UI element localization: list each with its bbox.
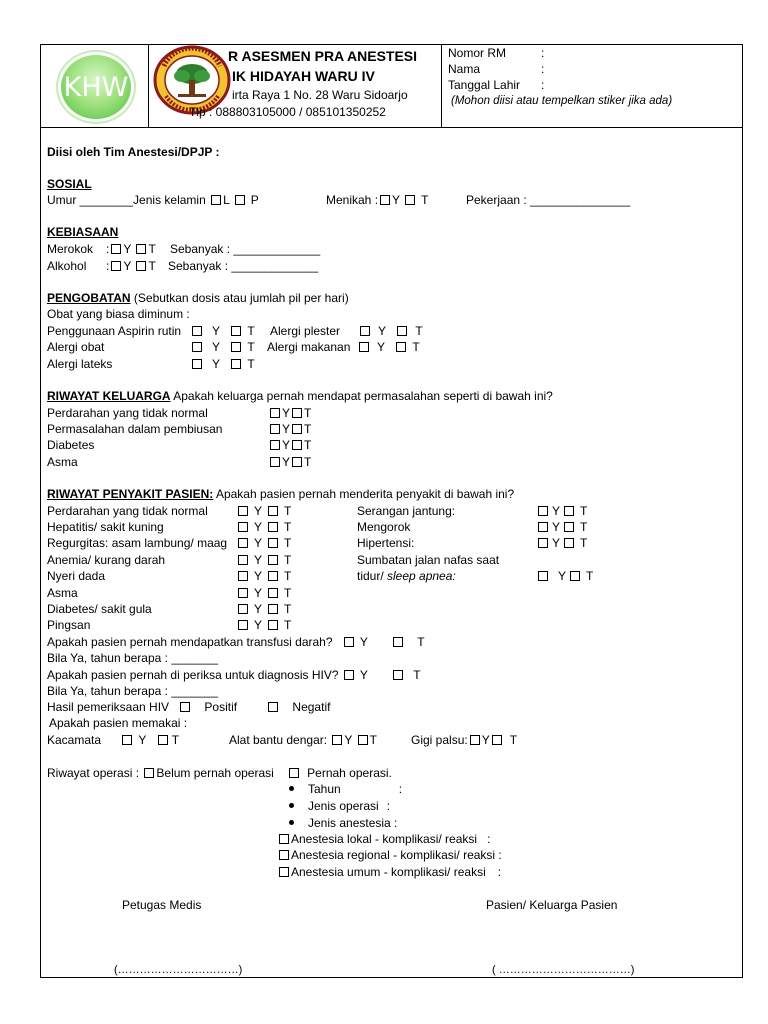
keluarga-2-t-label: T: [304, 438, 312, 452]
hiv-y-label: Y: [359, 668, 368, 682]
keluarga-1-y-label: Y: [282, 422, 291, 436]
keluarga-item-2: Diabetes: [47, 438, 95, 452]
transfusi-y-label: Y: [359, 635, 368, 649]
petugas-signature-line[interactable]: (……………………………): [114, 964, 243, 976]
alergi-obat-t-label: T: [247, 340, 255, 354]
penyakit-left-7: Pingsan: [47, 618, 91, 632]
alat-bantu-y-checkbox[interactable]: [332, 735, 342, 745]
pl6-t-checkbox[interactable]: [268, 604, 278, 614]
anestesia-regional-checkbox[interactable]: [279, 850, 289, 860]
laki-label: L: [223, 193, 230, 207]
hiv-y-checkbox[interactable]: [344, 670, 354, 680]
gigi-palsu-y-checkbox[interactable]: [470, 735, 480, 745]
pr3-y-checkbox[interactable]: [538, 571, 548, 581]
keluarga-0-t-label: T: [304, 406, 312, 420]
kacamata-label: Kacamata: [47, 733, 102, 747]
pr1-t-label: T: [580, 520, 588, 534]
keluarga-item-1: Permasalahan dalam pembiusan: [47, 422, 223, 436]
penyakit-right-3: Sumbatan jalan nafas saat: [357, 553, 500, 567]
merokok-y-checkbox[interactable]: [111, 244, 121, 254]
hiv-t-label: T: [413, 668, 421, 682]
pr2-y-checkbox[interactable]: [538, 538, 548, 548]
pl1-y-label: Y: [254, 520, 263, 534]
hiv-row: [47, 668, 421, 682]
alergi-obat-options: [190, 340, 255, 354]
alkohol-y-label: Y: [123, 259, 132, 273]
alkohol-t-label: T: [148, 259, 156, 273]
anestesia-lokal-item: Anestesia lokal - komplikasi/ reaksi :: [277, 832, 490, 846]
hiv-tahun-field[interactable]: Bila Ya, tahun berapa : _______: [47, 684, 219, 698]
penyakit-left-options-2: [236, 536, 291, 550]
penyakit-left-options-7: [236, 618, 291, 632]
pr3-t-checkbox[interactable]: [570, 571, 580, 581]
penyakit-left-5: Asma: [47, 586, 78, 600]
pl3-t-label: T: [284, 553, 292, 567]
alat-bantu-label: Alat bantu dengar:: [229, 733, 328, 747]
penyakit-left-3: Anemia/ kurang darah: [47, 553, 166, 567]
nomor-rm-label: Nomor RM: [448, 46, 507, 60]
penyakit-left-options-1: [236, 520, 291, 534]
keluarga-3-t-label: T: [304, 455, 312, 469]
penyakit-left-options-3: [236, 553, 291, 567]
penyakit-left-options-6: [236, 602, 291, 616]
riwayat-operasi-label: Riwayat operasi :: [47, 766, 140, 780]
alergi-obat-y-label: Y: [212, 340, 221, 354]
penyakit-right-options-2: [536, 536, 587, 550]
menikah-row: [326, 193, 429, 207]
penyakit-left-1: Hepatitis/ sakit kuning: [47, 520, 164, 534]
gigi-palsu-t-checkbox[interactable]: [492, 735, 502, 745]
riwayat-penyakit-question: Apakah pasien pernah menderita penyakit di bawah ini?: [215, 487, 515, 501]
jenis-operasi-label: Jenis operasi: [308, 799, 379, 813]
pl1-t-checkbox[interactable]: [268, 522, 278, 532]
transfusi-question: Apakah pasien pernah mendapatkan transfusi darah?: [47, 635, 333, 649]
header-title-line2: IK HIDAYAH WARU IV: [232, 68, 375, 84]
merokok-options: [106, 242, 156, 256]
kebiasaan-heading: KEBIASAAN: [47, 225, 119, 239]
alergi-obat-t-checkbox[interactable]: [231, 342, 241, 352]
merokok-t-checkbox[interactable]: [136, 244, 146, 254]
pr2-y-label: Y: [552, 536, 561, 550]
pr0-y-label: Y: [552, 504, 561, 518]
keluarga-3-y-label: Y: [282, 455, 291, 469]
keluarga-1-t-label: T: [304, 422, 312, 436]
keluarga-2-y-label: Y: [282, 438, 291, 452]
hasil-hiv-label: Hasil pemeriksaan HIV: [47, 700, 170, 714]
patient-info-note: (Mohon diisi atau tempelkan stiker jika ada): [451, 95, 673, 107]
khw-logo: [58, 52, 134, 122]
keluarga-options-0: [268, 406, 311, 420]
keluarga-0-y-checkbox[interactable]: [270, 408, 280, 418]
penyakit-right-1: Mengorok: [357, 520, 411, 534]
alkohol-label: Alkohol: [47, 259, 87, 273]
anestesia-lokal-label: Anestesia lokal - komplikasi/ reaksi: [291, 832, 478, 846]
sosial-row: [47, 193, 259, 207]
tahun-item: Tahun :: [289, 782, 402, 796]
obat-label: Obat yang biasa diminum :: [47, 307, 190, 321]
merokok-t-label: T: [148, 242, 156, 256]
pernah-operasi-label: Pernah operasi.: [307, 766, 392, 780]
pr0-t-checkbox[interactable]: [564, 506, 574, 516]
alergi-makanan-y-checkbox[interactable]: [359, 342, 369, 352]
pl3-y-checkbox[interactable]: [238, 555, 248, 565]
riwayat-keluarga-question: Apakah keluarga pernah mendapat permasalahan seperti di bawah ini?: [173, 389, 553, 403]
pl7-t-checkbox[interactable]: [268, 620, 278, 630]
belum-operasi-label: Belum pernah operasi: [156, 766, 274, 780]
keluarga-item-3: Asma: [47, 455, 78, 469]
gigi-palsu-label: Gigi palsu:: [411, 733, 468, 747]
penyakit-left-0: Perdarahan yang tidak normal: [47, 504, 208, 518]
pl3-t-checkbox[interactable]: [268, 555, 278, 565]
bullet-icon: [289, 820, 294, 825]
alkohol-options: [106, 259, 156, 273]
transfusi-t-label: T: [417, 635, 425, 649]
laki-checkbox[interactable]: [211, 195, 221, 205]
anestesia-regional-label: Anestesia regional - komplikasi/ reaksi :: [291, 848, 502, 862]
pr0-t-label: T: [580, 504, 588, 518]
nama-label: Nama: [448, 62, 481, 76]
alkohol-sebanyak-field[interactable]: Sebanyak : _____________: [168, 259, 319, 273]
alergi-plester-options: [358, 324, 423, 338]
header-info-divider: [441, 44, 442, 128]
riwayat-keluarga-heading-row: [47, 389, 553, 403]
pl6-y-checkbox[interactable]: [238, 604, 248, 614]
jenis-anestesia-item: [289, 816, 397, 830]
gigi-palsu-t-label: T: [509, 733, 518, 747]
pl7-y-checkbox[interactable]: [238, 620, 248, 630]
pl4-y-checkbox[interactable]: [238, 571, 248, 581]
aspirin-y-checkbox[interactable]: [192, 326, 202, 336]
keluarga-3-t-checkbox[interactable]: [292, 457, 302, 467]
alergi-makanan-t-checkbox[interactable]: [396, 342, 406, 352]
alergi-lateks-options: [190, 357, 255, 371]
kacamata-t-label: T: [171, 733, 180, 747]
transfusi-row: [47, 635, 425, 649]
pl2-y-checkbox[interactable]: [238, 538, 248, 548]
alergi-plester-label: Alergi plester: [270, 324, 341, 338]
kacamata-y-checkbox[interactable]: [122, 735, 132, 745]
keluarga-item-0: Perdarahan yang tidak normal: [47, 406, 208, 420]
positif-checkbox[interactable]: [180, 702, 190, 712]
alat-bantu-t-label: T: [369, 733, 377, 747]
pasien-keluarga-label: Pasien/ Keluarga Pasien: [486, 898, 618, 912]
gigi-palsu-row: [411, 733, 517, 747]
pr2-t-label: T: [580, 536, 588, 550]
pr1-t-checkbox[interactable]: [564, 522, 574, 532]
penyakit-left-2: Regurgitas: asam lambung/ maag: [47, 536, 228, 550]
hiv-question: Apakah pasien pernah di periksa untuk diagnosis HIV?: [47, 668, 339, 682]
alkohol-y-checkbox[interactable]: [111, 261, 121, 271]
aspirin-label: Penggunaan Aspirin rutin: [47, 324, 182, 338]
pr3-y-label: Y: [558, 569, 567, 583]
anestesia-umum-label: Anestesia umum - komplikasi/ reaksi: [291, 865, 486, 879]
aspirin-t-checkbox[interactable]: [231, 326, 241, 336]
anestesia-lokal-checkbox[interactable]: [279, 834, 289, 844]
anestesia-umum-item: Anestesia umum - komplikasi/ reaksi :: [277, 865, 501, 879]
alergi-lateks-t-checkbox[interactable]: [231, 359, 241, 369]
tanggal-lahir-label: Tanggal Lahir: [448, 78, 521, 92]
riwayat-operasi-row: [47, 766, 392, 780]
jenis-anestesia-label: Jenis anestesia :: [308, 816, 398, 830]
header-divider: [40, 127, 743, 128]
keluarga-options-3: [268, 455, 311, 469]
keluarga-1-y-checkbox[interactable]: [270, 424, 280, 434]
alergi-makanan-options: [357, 340, 420, 354]
kacamata-t-checkbox[interactable]: [158, 735, 168, 745]
bullet-icon: [289, 786, 294, 791]
keluarga-options-1: [268, 422, 311, 436]
alergi-lateks-y-checkbox[interactable]: [192, 359, 202, 369]
filled-by-label: Diisi oleh Tim Anestesi/DPJP :: [47, 145, 220, 159]
gigi-palsu-y-label: Y: [481, 733, 490, 747]
pl0-t-checkbox[interactable]: [268, 506, 278, 516]
pl6-t-label: T: [284, 602, 292, 616]
alergi-plester-y-label: Y: [378, 324, 387, 338]
pl6-y-label: Y: [254, 602, 263, 616]
perempuan-label: P: [250, 193, 259, 207]
jenis-operasi-item: Jenis operasi :: [289, 799, 390, 813]
transfusi-tahun-field[interactable]: Bila Ya, tahun berapa : _______: [47, 651, 219, 665]
pl5-t-label: T: [284, 586, 292, 600]
sleep-prefix: tidur/: [357, 569, 388, 583]
pengobatan-note: (Sebutkan dosis atau jumlah pil per hari): [133, 291, 349, 305]
menikah-y-checkbox[interactable]: [380, 195, 390, 205]
penyakit-left-options-0: [236, 504, 291, 518]
sosial-heading: SOSIAL: [47, 177, 92, 191]
transfusi-t-checkbox[interactable]: [393, 637, 403, 647]
pl5-y-label: Y: [254, 586, 263, 600]
pl7-t-label: T: [284, 618, 292, 632]
menikah-label: Menikah :: [326, 193, 379, 207]
merokok-colon: :: [106, 242, 110, 256]
penyakit-left-6: Diabetes/ sakit gula: [47, 602, 152, 616]
petugas-medis-label: Petugas Medis: [122, 898, 202, 912]
transfusi-y-checkbox[interactable]: [344, 637, 354, 647]
anestesia-umum-checkbox[interactable]: [279, 867, 289, 877]
penyakit-right-options-1: [536, 520, 587, 534]
pr0-y-checkbox[interactable]: [538, 506, 548, 516]
alat-bantu-y-label: Y: [344, 733, 353, 747]
merokok-sebanyak-field[interactable]: Sebanyak : _____________: [170, 242, 321, 256]
alat-bantu-t-checkbox[interactable]: [358, 735, 368, 745]
riwayat-penyakit-heading-row: [47, 487, 514, 501]
header-phone: Tlp : 088803105000 / 085101350252: [189, 105, 386, 119]
nama-colon: :: [541, 62, 545, 76]
pl1-y-checkbox[interactable]: [238, 522, 248, 532]
penyakit-right-options-3: [536, 569, 593, 583]
khw-logo-text: KHW: [63, 72, 129, 103]
alkohol-colon: :: [106, 259, 110, 273]
pl2-t-checkbox[interactable]: [268, 538, 278, 548]
alkohol-t-checkbox[interactable]: [136, 261, 146, 271]
kacamata-row: [47, 733, 179, 747]
pl1-t-label: T: [284, 520, 292, 534]
pl0-y-label: Y: [254, 504, 263, 518]
alergi-makanan-t-label: T: [412, 340, 420, 354]
riwayat-penyakit-heading: RIWAYAT PENYAKIT PASIEN:: [47, 487, 214, 501]
aspirin-y-label: Y: [212, 324, 221, 338]
umur-jenis-kelamin-label: Umur ________Jenis kelamin: [47, 193, 206, 207]
pengobatan-heading: PENGOBATAN: [47, 291, 131, 305]
penyakit-left-4: Nyeri dada: [47, 569, 106, 583]
pekerjaan-field[interactable]: Pekerjaan : _______________: [466, 193, 631, 207]
keluarga-options-2: [268, 438, 311, 452]
negatif-checkbox[interactable]: [268, 702, 278, 712]
pl2-t-label: T: [284, 536, 292, 550]
pl5-t-checkbox[interactable]: [268, 588, 278, 598]
penyakit-right-2: Hipertensi:: [357, 536, 415, 550]
alergi-makanan-label: Alergi makanan: [267, 340, 351, 354]
menikah-t-label: T: [421, 193, 429, 207]
penyakit-right-options-0: [536, 504, 587, 518]
menikah-t-checkbox[interactable]: [405, 195, 415, 205]
keluarga-2-y-checkbox[interactable]: [270, 440, 280, 450]
pasien-signature-line[interactable]: ( ………………………………): [492, 964, 635, 976]
pl4-y-label: Y: [254, 569, 263, 583]
pl5-y-checkbox[interactable]: [238, 588, 248, 598]
pl7-y-label: Y: [254, 618, 263, 632]
kacamata-y-label: Y: [138, 733, 147, 747]
tanggal-lahir-colon: :: [541, 78, 545, 92]
alergi-obat-y-checkbox[interactable]: [192, 342, 202, 352]
merokok-label: Merokok: [47, 242, 94, 256]
header-logo-divider: [148, 44, 149, 128]
pl3-y-label: Y: [254, 553, 263, 567]
sleep-italic: sleep apnea:: [387, 569, 456, 583]
memakai-label: Apakah pasien memakai :: [49, 716, 188, 730]
positif-label: Positif: [204, 700, 238, 714]
merokok-y-label: Y: [123, 242, 132, 256]
anestesia-regional-item: [277, 848, 502, 862]
alergi-lateks-y-label: Y: [212, 357, 221, 371]
pl0-y-checkbox[interactable]: [238, 506, 248, 516]
perempuan-checkbox[interactable]: [235, 195, 245, 205]
alat-bantu-row: [229, 733, 377, 747]
bullet-icon: [289, 803, 294, 808]
alergi-lateks-t-label: T: [247, 357, 255, 371]
keluarga-3-y-checkbox[interactable]: [270, 457, 280, 467]
pr1-y-checkbox[interactable]: [538, 522, 548, 532]
pl4-t-label: T: [284, 569, 292, 583]
pl0-t-label: T: [284, 504, 292, 518]
alergi-makanan-y-label: Y: [377, 340, 386, 354]
alergi-plester-t-label: T: [415, 324, 423, 338]
penyakit-right-0: Serangan jantung:: [357, 504, 456, 518]
keluarga-0-y-label: Y: [282, 406, 291, 420]
menikah-y-label: Y: [392, 193, 400, 207]
pl4-t-checkbox[interactable]: [268, 571, 278, 581]
keluarga-1-t-checkbox[interactable]: [292, 424, 302, 434]
riwayat-keluarga-heading: RIWAYAT KELUARGA: [47, 389, 171, 403]
keluarga-2-t-checkbox[interactable]: [292, 440, 302, 450]
aspirin-options: [190, 324, 255, 338]
pr2-t-checkbox[interactable]: [564, 538, 574, 548]
nomor-rm-colon: :: [541, 46, 545, 60]
penyakit-left-options-5: [236, 586, 291, 600]
aspirin-t-label: T: [247, 324, 255, 338]
penyakit-left-options-4: [236, 569, 291, 583]
alergi-lateks-label: Alergi lateks: [47, 357, 113, 371]
negatif-label: Negatif: [292, 700, 331, 714]
hasil-hiv-row: [47, 700, 330, 714]
tahun-label: Tahun: [308, 782, 341, 796]
pl2-y-label: Y: [254, 536, 263, 550]
alergi-plester-t-checkbox[interactable]: [397, 326, 407, 336]
pr1-y-label: Y: [552, 520, 561, 534]
pengobatan-heading-row: [47, 291, 349, 305]
hiv-t-checkbox[interactable]: [393, 670, 403, 680]
belum-operasi-checkbox[interactable]: [144, 768, 154, 778]
alergi-obat-label: Alergi obat: [47, 340, 105, 354]
keluarga-0-t-checkbox[interactable]: [292, 408, 302, 418]
header-address: irta Raya 1 No. 28 Waru Sidoarjo: [232, 88, 408, 102]
alergi-plester-y-checkbox[interactable]: [360, 326, 370, 336]
header-title-line1: R ASESMEN PRA ANESTESI: [228, 48, 418, 64]
sleep-apnea-label: [357, 569, 456, 583]
pernah-operasi-checkbox[interactable]: [289, 768, 299, 778]
pr3-t-label: T: [586, 569, 594, 583]
